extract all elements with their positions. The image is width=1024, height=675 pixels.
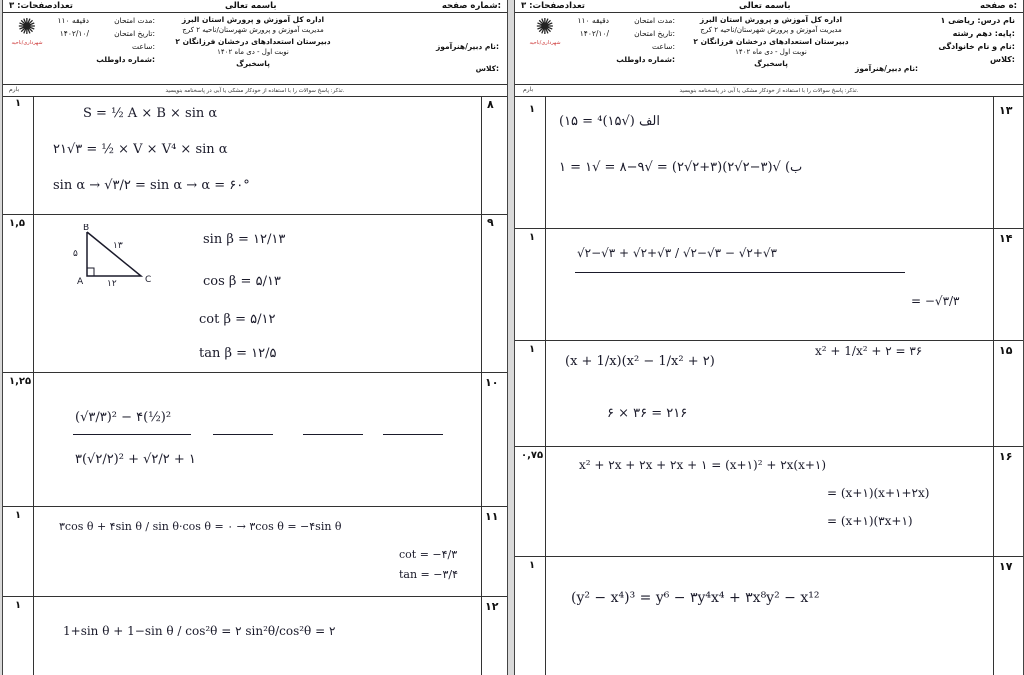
fraction-bar <box>213 434 273 435</box>
duration-value: ۱۱۰ دقیقه <box>57 16 89 25</box>
org-line-2: مدیریت آموزش و پرورش شهرستان/ناحیه ۲ کرج <box>700 26 842 34</box>
answer-line: cot β = ۵/۱۲ <box>199 312 276 327</box>
answer-line: = (x+۱)(۳x+۱) <box>827 514 913 528</box>
answer-line: sin β = ۱۲/۱۳ <box>203 232 286 247</box>
answer-sheet-page-1 <box>514 0 1024 675</box>
class-label: کلاس: <box>990 55 1015 64</box>
grade-column-header: بارم <box>9 86 20 93</box>
question-row-10 <box>3 372 507 507</box>
question-number: ۹ <box>487 216 494 229</box>
org-line-3: دبیرستان استعدادهای درخشان فرزانگان ۲ <box>693 37 849 46</box>
sheet-number-label: شماره صفحه: <box>441 1 501 11</box>
date-value: ۱۴۰۲/۱۰/ <box>579 29 609 38</box>
answer-line: (الف (√۱۵)⁴ = ۱۵ <box>559 114 661 129</box>
duration-value: ۱۱۰ دقیقه <box>577 16 609 25</box>
class-field <box>476 62 499 75</box>
fraction-bar <box>73 434 191 435</box>
answer-line: (y² − x⁴)³ = y⁶ − ۳y⁴x⁴ + ۳x⁸y² − x¹² <box>571 590 820 606</box>
svg-text:C: C <box>145 275 152 285</box>
logo-mark-icon: ✺ <box>17 15 37 40</box>
logo-caption: شهرداری/ناحیه <box>11 40 43 46</box>
pages-count: تعدادصفحات: ۳ <box>521 1 585 11</box>
header-top-strip <box>515 0 1023 13</box>
answer-key-label: پاسخبرگ <box>236 59 270 68</box>
question-row-15 <box>515 340 1023 447</box>
question-number: ۱۶ <box>999 450 1013 463</box>
exam-meta-values <box>567 14 609 40</box>
question-row-17 <box>515 556 1023 675</box>
answer-line: x² + ۲x + ۲x + ۲x + ۱ = (x+۱)² + ۲x(x+۱) <box>579 458 827 472</box>
org-line-2: مدیریت آموزش و پرورش شهرستان/ناحیه ۲ کرج <box>182 26 324 34</box>
header-org-info <box>691 14 851 69</box>
instructions-note: تذکر: پاسخ سوالات را با استفاده از خودکار مشکی یا آبی در پاسخنامه بنویسید. <box>3 84 507 97</box>
fraction-bar <box>303 434 363 435</box>
question-row-8 <box>3 96 507 215</box>
answer-line: (√۳/۳)² − ۴(½)² <box>75 410 172 425</box>
answer-key-label: پاسخبرگ <box>754 59 788 68</box>
answer-line: ۳(√۲/۲)² + √۲/۲ + ۱ <box>75 452 196 467</box>
answer-line: = (x+۱)(x+۱+۲x) <box>827 486 930 500</box>
question-number: ۱۷ <box>999 560 1013 573</box>
question-row-12 <box>3 596 507 675</box>
logo-mark-icon: ✺ <box>535 15 555 40</box>
question-row-14 <box>515 228 1023 341</box>
svg-text:۱۳: ۱۳ <box>113 241 123 251</box>
question-number: ۱۳ <box>999 104 1013 117</box>
answer-line: = −√۳/۳ <box>911 294 960 308</box>
teacher-label: نام دبیر/هنرآموز: <box>435 42 499 51</box>
answer-line: 1+sin θ + 1−sin θ / cos²θ = ۲ sin²θ/cos²θ = ۲ <box>63 624 336 638</box>
grade-value: ۱ <box>15 600 22 611</box>
answer-line: ۲۱√۳ = ½ × V × V⁴ × sin α <box>53 142 228 157</box>
question-number: ۱۴ <box>999 232 1013 245</box>
answer-line: ۶ × ۳۶ = ۲۱۶ <box>607 406 688 421</box>
question-number: ۱۰ <box>485 376 499 389</box>
duration-label: مدت امتحان: <box>634 16 675 25</box>
sheet-number-label: ه صفحه: <box>980 1 1017 11</box>
answer-line: x² + 1/x² + ۲ = ۳۶ <box>815 344 923 358</box>
answer-line: cos β = ۵/۱۳ <box>203 274 281 289</box>
grade-value: ۰,۷۵ <box>521 450 544 461</box>
date-label: تاریخ امتحان: <box>634 29 675 38</box>
question-row-16 <box>515 446 1023 557</box>
school-logo <box>11 16 43 56</box>
logo-caption: شهرداری/ناحیه <box>529 40 561 46</box>
grade-value: ۱ <box>15 98 22 109</box>
answer-line: sin α → √۳/۲ = sin α → α = ۶۰° <box>53 178 250 193</box>
grade-value: ۱ <box>529 104 536 115</box>
student-fields <box>938 14 1015 66</box>
fraction-bar <box>383 434 443 435</box>
org-line-3: دبیرستان استعدادهای درخشان فرزانگان ۲ <box>175 37 331 46</box>
answer-sheet-page-2 <box>2 0 508 675</box>
header-org-info <box>173 14 333 69</box>
page-header <box>515 0 1023 97</box>
question-row-11 <box>3 506 507 597</box>
question-row-9 <box>3 214 507 373</box>
exam-term: نوبت اول - دی ماه ۱۴۰۲ <box>217 48 289 56</box>
seat-label: شماره داوطلب: <box>616 55 675 64</box>
header-title: باسمه تعالی <box>739 1 791 11</box>
grade-value: ۱,۵ <box>9 218 26 229</box>
header-title: باسمه تعالی <box>225 1 277 11</box>
teacher-label: نام دبیر/هنرآموز: <box>855 64 919 73</box>
answer-line: √۲−√۳ + √۲+√۳ / √۲−√۳ − √۲+√۳ <box>577 246 777 260</box>
exam-meta <box>89 14 155 66</box>
answer-line: tan = −۳/۴ <box>399 568 459 581</box>
answer-line: tan β = ۱۲/۵ <box>199 346 277 361</box>
svg-text:۱۲: ۱۲ <box>107 279 117 286</box>
teacher-field <box>855 62 918 75</box>
header-top-strip <box>3 0 507 13</box>
answer-line: cot = −۴/۳ <box>399 548 458 561</box>
org-line-1: اداره کل آموزش و پرورش استان البرز <box>181 15 325 24</box>
grade-value: ۱,۲۵ <box>9 376 32 387</box>
page-header <box>3 0 507 97</box>
grade-value: ۱ <box>15 510 22 521</box>
fraction-bar <box>575 272 905 273</box>
exam-meta-values <box>47 14 89 40</box>
instructions-note: تذکر: پاسخ سوالات را با استفاده از خودکار مشکی یا آبی در پاسخنامه بنویسید. <box>515 84 1023 97</box>
exam-meta <box>611 14 675 66</box>
duration-label: مدت امتحان: <box>114 16 155 25</box>
grade-value: ۱ <box>529 232 536 243</box>
right-triangle-diagram <box>59 224 159 286</box>
student-fields <box>436 40 499 53</box>
class-label: کلاس: <box>475 64 499 73</box>
grade-value: ۱ <box>529 344 536 355</box>
pages-count: تعدادصفحات: ۳ <box>9 1 73 11</box>
question-row-13 <box>515 100 1023 229</box>
date-label: تاریخ امتحان: <box>114 29 155 38</box>
answer-line: ب) √(۳−۲√۲)(۳+۲√۲) = √۹−۸ = √۱ = ۱ <box>559 160 803 175</box>
date-value: ۱۴۰۲/۱۰/ <box>59 29 89 38</box>
svg-text:B: B <box>83 224 90 233</box>
question-number: ۱۱ <box>485 510 499 523</box>
exam-term: نوبت اول - دی ماه ۱۴۰۲ <box>735 48 807 56</box>
org-line-1: اداره کل آموزش و پرورش استان البرز <box>699 15 843 24</box>
course-label: نام درس: ریاضی ۱ <box>940 16 1015 25</box>
school-logo <box>529 16 561 56</box>
answer-line: (x + 1/x)(x² − 1/x² + ۲) <box>565 354 715 369</box>
svg-text:۵: ۵ <box>73 249 78 259</box>
student-name-label: نام و نام خانوادگی: <box>938 42 1015 51</box>
time-label: ساعت: <box>132 42 155 51</box>
grade-column-header: بارم <box>523 86 534 93</box>
svg-text:A: A <box>77 277 84 286</box>
answer-line: ۳cos θ + ۴sin θ / sin θ·cos θ = ۰ → ۳cos θ = −۴sin θ <box>59 520 342 533</box>
grade-label: پایه: دهم رشته: <box>952 29 1015 38</box>
answer-line: S = ½ A × B × sin α <box>83 106 218 121</box>
question-number: ۱۵ <box>999 344 1013 357</box>
question-number: ۱۲ <box>485 600 499 613</box>
question-number: ۸ <box>487 98 494 111</box>
time-label: ساعت: <box>652 42 675 51</box>
grade-value: ۱ <box>529 560 536 571</box>
seat-label: شماره داوطلب: <box>96 55 155 64</box>
